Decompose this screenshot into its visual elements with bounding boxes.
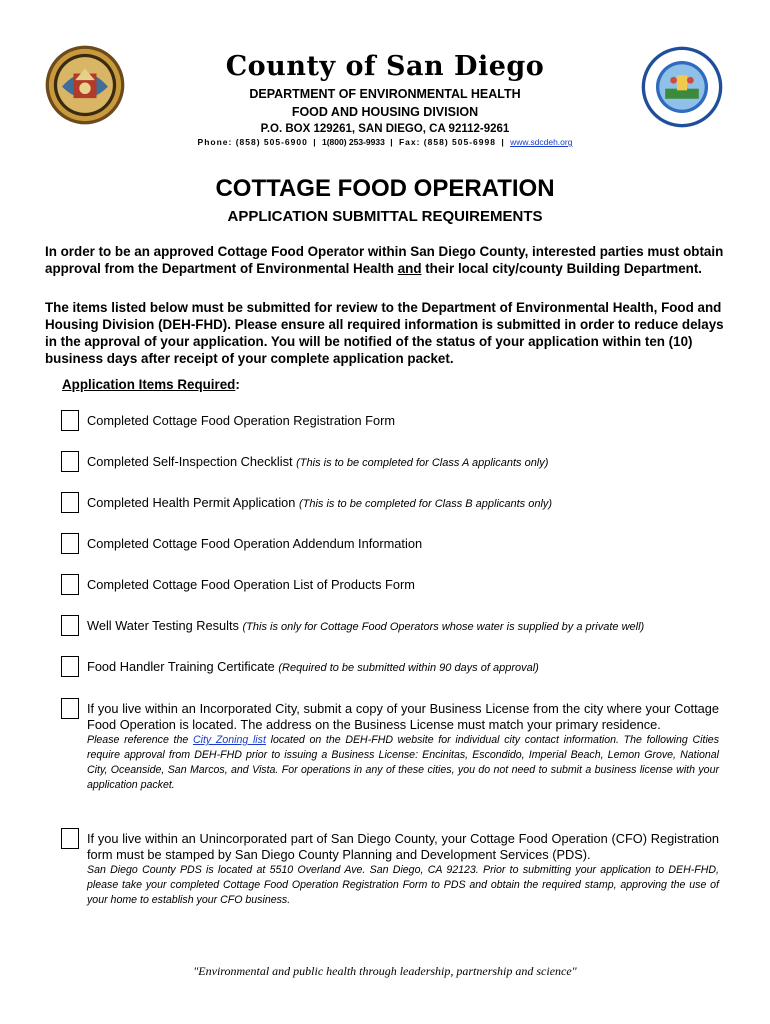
checkbox[interactable] [61,492,79,513]
page-title: COTTAGE FOOD OPERATION [215,175,555,202]
checkbox[interactable] [61,410,79,431]
fax-number: Fax: (858) 505-6998 [398,137,496,147]
unincorporated-detail: San Diego County PDS is located at 5510 Overland Ave. San Diego, CA 92123. Prior to submitting your application to DEH-FHD, please take your completed Cottage Food Operation Registration Form to PDS and obtain the required stamp, approving the use of your home to establish your CFO business. [87,864,719,906]
website-link[interactable]: www.sdcdeh.org [510,137,573,147]
intro-paragraph-2: The items listed below must be submitted for review to the Department of Environmental Health, Food and Housing Division (DEH-FHD). Please ensure all required information is submitted in order to reduce delays in the approval of your application. You will be notified of the status of your application within ten (10) business days after receipt of your complete application packet. [45,300,724,366]
checkbox[interactable] [61,615,79,636]
po-box: P.O. BOX 129261, SAN DIEGO, CA 92112-9261 [260,123,510,135]
intro-paragraph-1: In order to be an approved Cottage Food Operator within San Diego County, interested parties must obtain approval from the Department of Environmental Health and their local city/county Building Department. [45,244,724,276]
phone-number: Phone: (858) 505-6900 [197,137,308,147]
division-name: FOOD AND HOUSING DIVISION [291,105,479,119]
contact-line: Phone: (858) 505-6900 | 1(800) 253-9933 | Fax: (858) 505-6998 | www.sdcdeh.org [197,137,573,147]
checkbox[interactable] [61,451,79,472]
county-name: County of San Diego [225,51,545,82]
footer-motto: "Environmental and public health through leadership, partnership and science" [193,964,577,978]
incorporated-city-text: If you live within an Incorporated City, submit a copy of your Business License from the city where your Cottage Food Operation is located. The address on the Business License must match your primary residence. [87,701,719,732]
checkbox[interactable] [61,828,79,849]
checkbox[interactable] [61,656,79,677]
page-subtitle: APPLICATION SUBMITTAL REQUIREMENTS [227,208,543,225]
city-zoning-list-link[interactable]: City Zoning list [192,734,266,746]
checkbox[interactable] [61,574,79,595]
checkbox[interactable] [61,533,79,554]
unincorporated-text: If you live within an Unincorporated part of San Diego County, your Cottage Food Operation (CFO) Registration form must be stamped by San Diego County Planning and Development Services (PDS). [87,831,719,862]
toll-free-number: 1(800) 253-9933 [321,137,385,147]
checkbox[interactable] [61,698,79,719]
incorporated-city-detail: Please reference the City Zoning list located on the DEH-FHD website for individual city contact information. The following Cities require approval from DEH-FHD prior to issuing a Business License: Encinitas, Escondido, Imperial Beach, Lemon Grove, National City, Oceanside, San Marcos, and Vista. For operations in any of these cities, you do not need to submit a business license with your application packet. [87,734,719,791]
letterhead [0,52,770,148]
department-name: DEPARTMENT OF ENVIRONMENTAL HEALTH [249,87,521,101]
items-heading: Application Items Required: [62,377,240,392]
